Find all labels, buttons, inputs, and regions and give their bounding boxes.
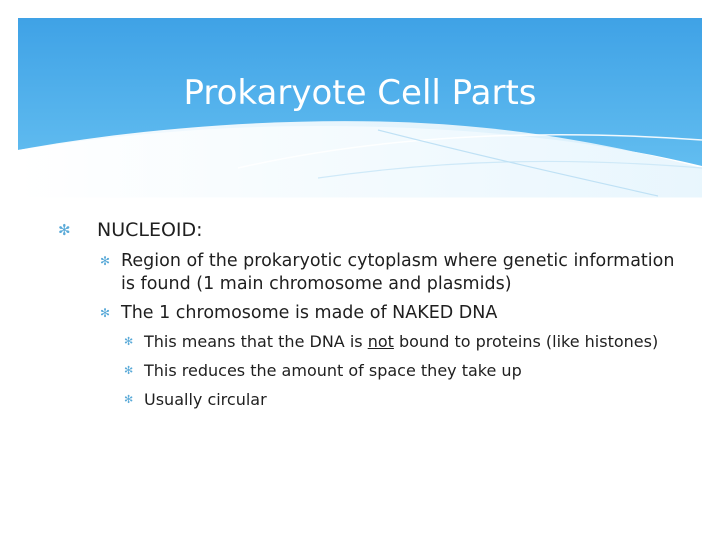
asterisk-bullet-icon: ✻: [124, 335, 134, 348]
asterisk-bullet-icon: ✻: [100, 306, 111, 320]
list-item: [58, 331, 678, 353]
title-banner: [18, 18, 702, 198]
list-item-text: Region of the prokaryotic cytoplasm where genetic information is found (1 main chromosome and plasmids): [121, 251, 675, 294]
list-item: [58, 218, 678, 242]
list-item-text: The 1 chromosome is made of NAKED DNA: [121, 303, 498, 323]
list-item-text: This reduces the amount of space they take up: [144, 361, 522, 380]
list-item-text-after: bound to proteins (like histones): [393, 332, 659, 351]
list-item: [58, 302, 678, 325]
list-item-text: Usually circular: [144, 390, 267, 409]
slide-title: Prokaryote Cell Parts: [183, 73, 537, 113]
list-item: [58, 389, 678, 411]
list-item-text-before: This means that the DNA is: [144, 332, 368, 351]
asterisk-bullet-icon: ✻: [124, 364, 134, 377]
underlined-word: not: [367, 332, 394, 351]
list-item: [58, 360, 678, 382]
asterisk-bullet-icon: ✻: [100, 254, 111, 268]
asterisk-bullet-icon: ✻: [124, 393, 134, 406]
asterisk-bullet-icon: ✻: [58, 221, 71, 239]
bullet-list: [58, 218, 678, 418]
list-item-text: NUCLEOID:: [97, 219, 203, 241]
list-item: [58, 250, 678, 296]
